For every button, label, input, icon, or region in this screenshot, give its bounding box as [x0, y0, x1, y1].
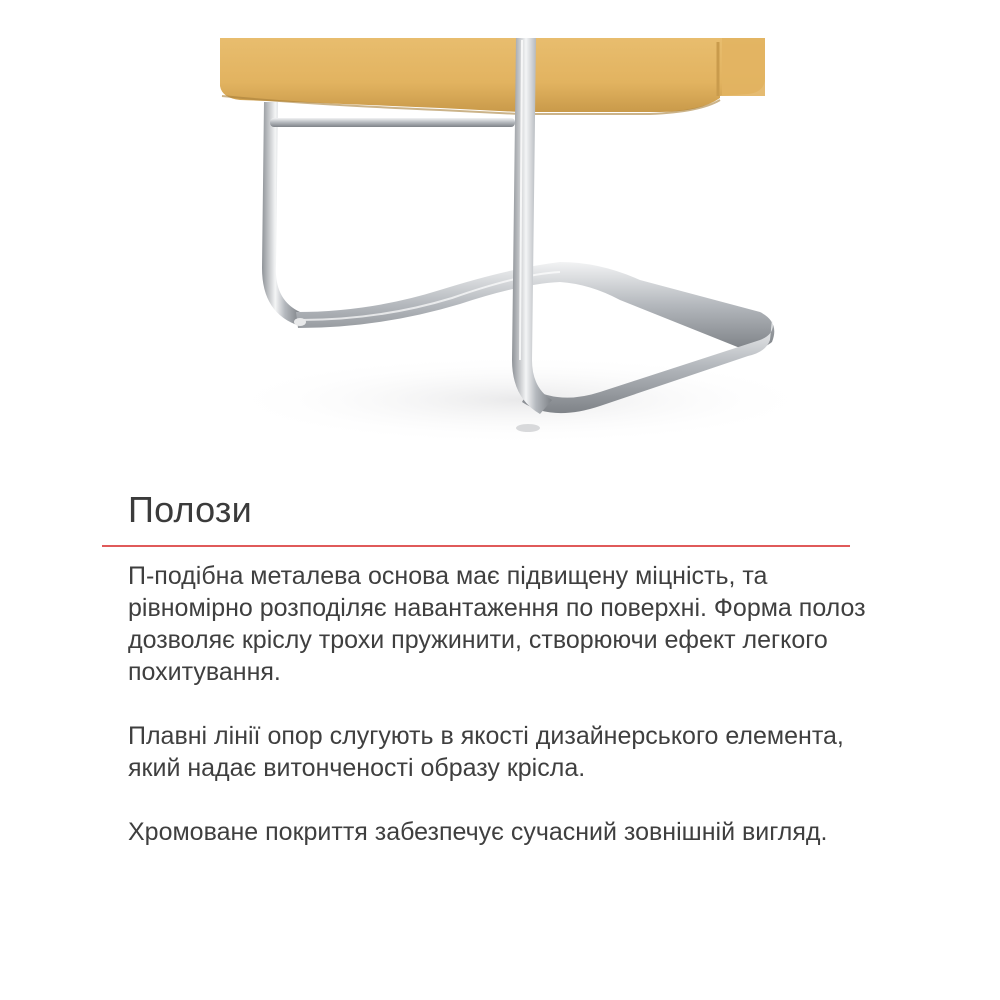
product-image-area	[0, 0, 1000, 450]
description-paragraph-1: П-подібна металева основа має підвищену міцність, та рівномірно розподіляє навантаження по поверхні. Форма полоз дозволяє кріслу трохи пружинити, створюючи ефект легкого похитування.	[128, 562, 866, 686]
features-section	[0, 450, 1000, 1000]
description-paragraph-3: Хромоване покриття забезпечує сучасний зовнішній вигляд.	[128, 818, 828, 846]
title-divider	[102, 545, 850, 547]
description-paragraph-2: Плавні лінії опор слугують в якості дизайнерського елемента, який надає витонченості образу крісла.	[128, 722, 844, 782]
runner-end-cap	[294, 318, 306, 326]
chair-photo	[0, 0, 1000, 450]
cross-bar	[270, 118, 515, 127]
chair-seat	[220, 38, 765, 114]
section-title: Полози	[128, 489, 252, 530]
section-description	[128, 560, 868, 880]
